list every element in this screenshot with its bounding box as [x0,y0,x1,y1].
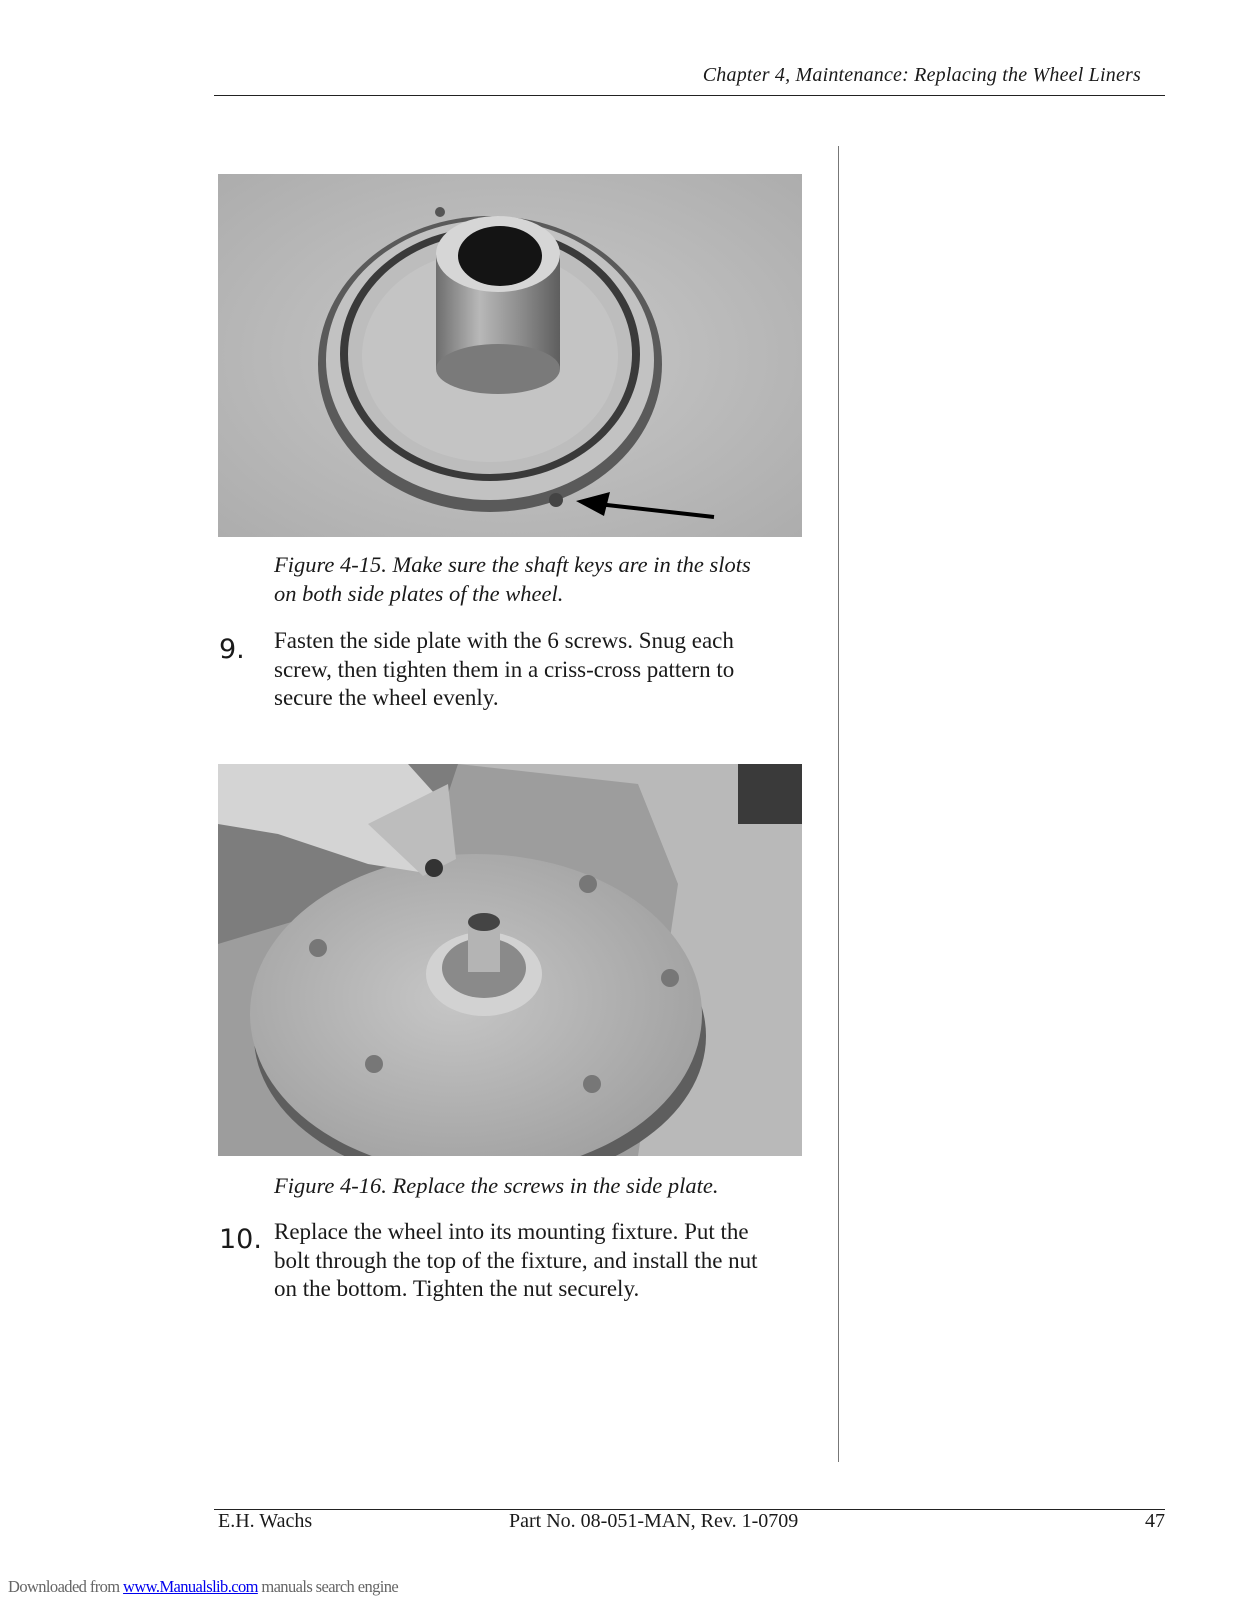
header-rule [214,95,1165,96]
manualslib-link[interactable]: www.Manualslib.com [123,1577,258,1596]
footer-part-number: Part No. 08-051-MAN, Rev. 1-0709 [509,1510,799,1532]
step-10-text [274,1218,814,1304]
download-note [8,1577,398,1597]
screws-side-plate-image [218,764,802,1156]
step-line: screw, then tighten them in a criss-cross pattern to [274,656,735,682]
step-line: secure the wheel evenly. [274,685,499,710]
running-header: Chapter 4, Maintenance: Replacing the Wheel Liners [702,64,1141,86]
download-note-prefix: Downloaded from [8,1577,124,1596]
step-line: on the bottom. Tighten the nut securely. [274,1276,640,1301]
column-divider [838,146,839,1462]
step-9-number: 9. [219,634,245,665]
figure-4-16-photo [218,764,802,1156]
download-note-suffix: manuals search engine [257,1577,399,1596]
footer-company: E.H. Wachs [218,1510,313,1532]
wheel-side-plate-image [218,174,802,537]
page-number: 47 [1145,1510,1165,1532]
step-line: bolt through the top of the fixture, and install the nut [274,1247,758,1273]
figure-4-15-photo [218,174,802,537]
step-line: Replace the wheel into its mounting fixture. Put the [274,1219,749,1244]
caption-line: on both side plates of the wheel. [274,581,564,606]
figure-4-15-caption [274,550,814,608]
step-10-number: 10. [219,1224,262,1255]
caption-line: Figure 4-15. Make sure the shaft keys are in the slots [274,552,751,577]
caption-line: Figure 4-16. Replace the screws in the side plate. [274,1173,719,1198]
figure-4-16-caption [274,1171,814,1200]
step-line: Fasten the side plate with the 6 screws. Snug each [274,628,734,653]
step-9-text [274,627,814,713]
